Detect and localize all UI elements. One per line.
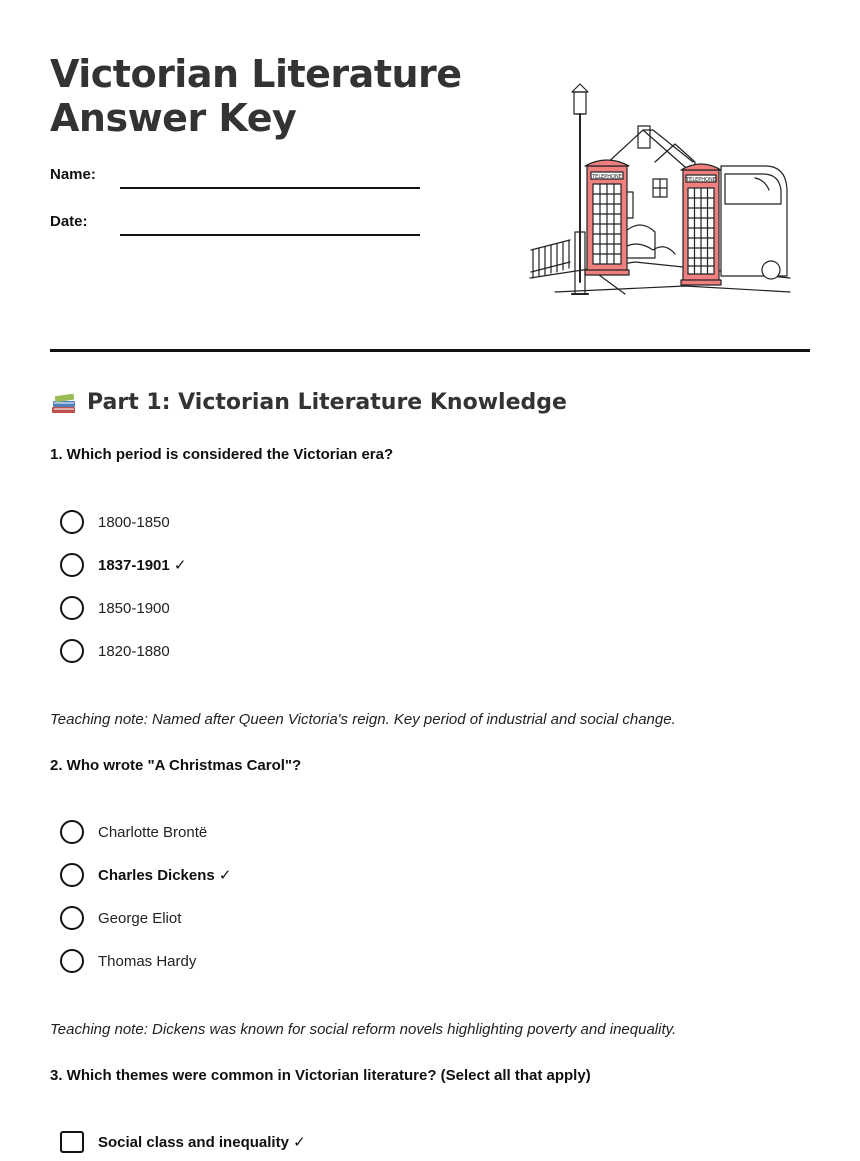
option-q1-c[interactable] (60, 595, 170, 621)
date-field[interactable] (120, 234, 420, 236)
section-title (50, 388, 567, 416)
radio-button[interactable] (60, 820, 84, 844)
header-divider (50, 349, 810, 352)
option-label-correct: Charles Dickens ✓ (98, 867, 232, 884)
books-icon (50, 388, 78, 416)
worksheet-title (50, 52, 462, 140)
option-label-correct: Social class and inequality ✓ (98, 1134, 306, 1151)
telephone-sign-right: TELEPHONE (686, 177, 716, 183)
option-label: 1800-1850 (98, 513, 170, 531)
option-q2-a[interactable] (60, 819, 207, 845)
radio-button[interactable] (60, 906, 84, 930)
checkbox[interactable] (60, 1131, 84, 1153)
name-label: Name: (50, 166, 96, 183)
question-2: 2. Who wrote "A Christmas Carol"? (50, 757, 302, 774)
option-q1-a[interactable] (60, 509, 170, 535)
option-q2-c[interactable] (60, 905, 181, 931)
option-q1-b[interactable] (60, 552, 186, 578)
option-label: George Eliot (98, 909, 182, 927)
radio-button[interactable] (60, 863, 84, 887)
option-label: Thomas Hardy (98, 952, 197, 970)
option-label: 1820-1880 (98, 642, 170, 660)
section-title-text: Part 1: Victorian Literature Knowledge (87, 389, 567, 415)
date-label: Date: (50, 213, 88, 230)
teaching-note-2: Teaching note: Dickens was known for social reform novels highlighting poverty and inequality. (50, 1021, 677, 1038)
option-label-correct: 1837-1901 ✓ (98, 557, 187, 574)
name-field[interactable] (120, 187, 420, 189)
option-q2-d[interactable] (60, 948, 196, 974)
question-1: 1. Which period is considered the Victorian era? (50, 446, 394, 463)
teaching-note-1: Teaching note: Named after Queen Victoria's reign. Key period of industrial and social change. (50, 711, 676, 728)
option-label: 1850-1900 (98, 599, 170, 617)
option-q3-a[interactable] (60, 1129, 306, 1155)
option-q2-b[interactable] (60, 862, 231, 888)
radio-button[interactable] (60, 596, 84, 620)
london-street-scene-illustration (525, 82, 795, 304)
radio-button[interactable] (60, 553, 84, 577)
radio-button[interactable] (60, 639, 84, 663)
option-label: Charlotte Brontë (98, 823, 208, 841)
title-line-2: Answer Key (50, 96, 297, 140)
option-q1-d[interactable] (60, 638, 170, 664)
telephone-sign-left: TELEPHONE (592, 174, 622, 180)
radio-button[interactable] (60, 510, 84, 534)
question-3: 3. Which themes were common in Victorian literature? (Select all that apply) (50, 1067, 591, 1084)
radio-button[interactable] (60, 949, 84, 973)
title-line-1: Victorian Literature (50, 52, 462, 96)
